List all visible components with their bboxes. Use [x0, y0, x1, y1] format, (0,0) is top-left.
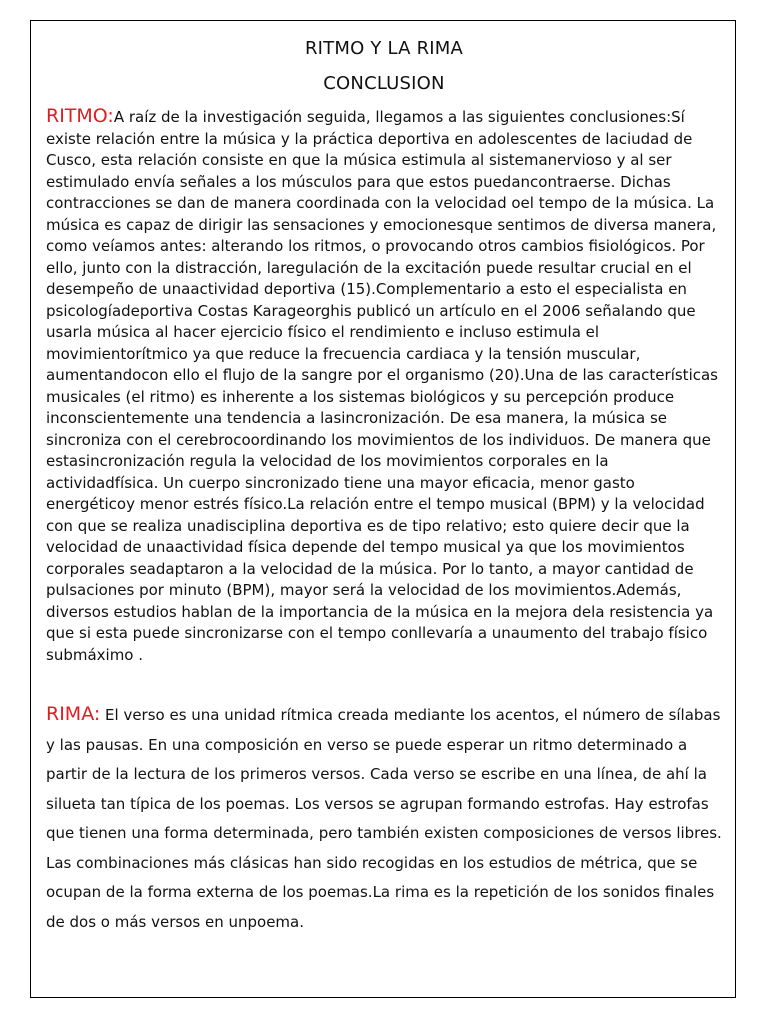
rima-text: El verso es una unidad rítmica creada mediante los acentos, el número de sílabas y las pausas. En una composición en verso se puede esperar un ritmo determinado a partir de la lectura de los primeros versos. Cada verso se escribe en una línea, de ahí la silueta tan típica de los poemas. Los versos se agrupan formando estrofas. Hay estrofas que tienen una forma determinada, pero también existen composiciones de versos libres. Las combinaciones más clásicas han sido recogidas en los estudios de métrica, que se ocupan de la forma externa de los poemas.La rima es la repetición de los sonidos finales de dos o más versos en unpoema. [46, 706, 722, 931]
rima-paragraph [46, 700, 722, 937]
document-title: RITMO Y LA RIMA [304, 38, 464, 59]
document-subtitle: CONCLUSION [323, 73, 445, 94]
rima-section [46, 700, 722, 937]
ritmo-text: A raíz de la investigación seguida, llegamos a las siguientes conclusiones:Sí existe relación entre la música y la práctica deportiva en adolescentes de laciudad de Cusco, esta relación consiste en que la música estimula al sistemanervioso y al ser estimulado envía señales a los músculos para que estos puedancontraerse. Dichas contracciones se dan de manera coordinada con la velocidad oel tempo de la música. La música es capaz de dirigir las sensaciones y emocionesque sentimos de diversa manera, como veíamos antes: alterando los ritmos, o provocando otros cambios fisiológicos. Por ello, junto con la distracción, laregulación de la excitación puede resultar crucial en el desempeño de unaactividad deportiva (15).Complementario a esto el especialista en psicologíadeportiva Costas Karageorghis publicó un artículo en el 2006 señalando que usarla música al hacer ejercicio físico el rendimiento e incluso estimula el movimientorítmico ya que reduce la frecuencia cardiaca y la tensión muscular, aumentandocon ello el flujo de la sangre por el organismo (20).Una de las características musicales (el ritmo) es inherente a los sistemas biológicos y su percepción produce inconscientemente una tendencia a lasincronización. De esa manera, la música se sincroniza con el cerebrocoordinando los movimientos de los individuos. De manera que estasincronización regula la velocidad de los movimientos corporales en la actividadfísica. Un cuerpo sincronizado tiene una mayor eficacia, menor gasto energéticoy menor estrés físico.La relación entre el tempo musical (BPM) y la velocidad con que se realiza unadisciplina deportiva es de tipo relativo; esto quiere decir que la velocidad de unaactividad física depende del tempo musical ya que los movimientos corporales seadaptaron a la velocidad de la música. Por lo tanto, a mayor cantidad de pulsaciones por minuto (BPM), mayor será la velocidad de los movimientos.Además, diversos estudios hablan de la importancia de la música en la mejora dela resistencia ya que si esta puede sincronizarse con el tempo conllevaría a unaumento del trabajo físico submáximo . [46, 108, 718, 664]
ritmo-paragraph [46, 106, 722, 666]
ritmo-section [46, 106, 722, 666]
rima-label: RIMA: [46, 703, 101, 725]
ritmo-label: RITMO: [46, 105, 114, 127]
